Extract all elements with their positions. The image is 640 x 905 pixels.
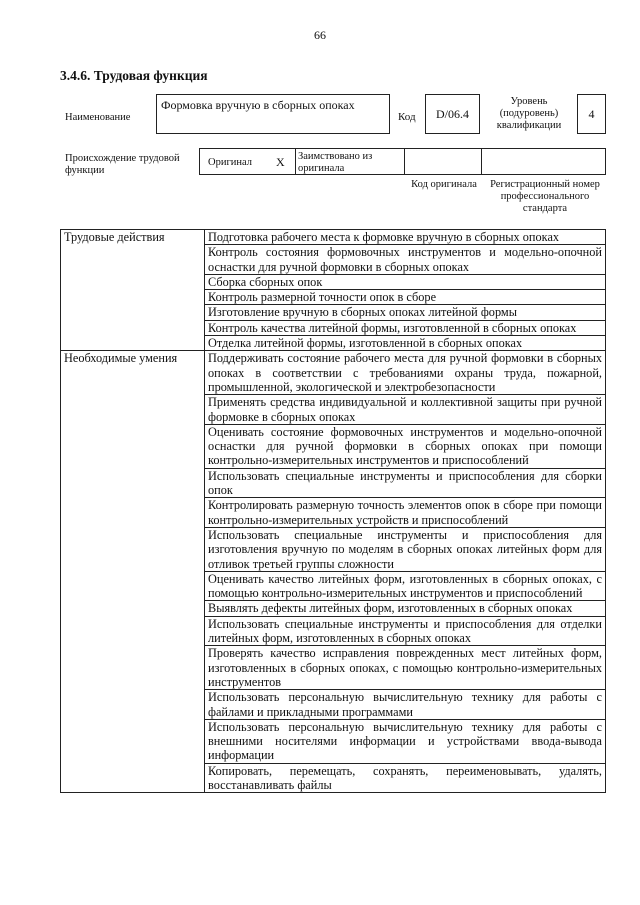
table-cell: Контроль качества литейной формы, изготовленной в сборных опоках <box>205 320 606 335</box>
level-value: 4 <box>588 107 595 121</box>
table-cell: Изготовление вручную в сборных опоках литейной формы <box>205 305 606 320</box>
table-cell: Использовать персональную вычислительную технику для работы с файлами и прикладными программами <box>205 690 606 720</box>
table-cell: Проверять качество исправления поврежденных мест литейных форм, изготовленных в сборных опоках, с помощью контрольно-измерительных инструментов <box>205 646 606 690</box>
section-heading: 3.4.6. Трудовая функция <box>60 68 208 83</box>
function-name: Формовка вручную в сборных опоках <box>161 98 355 112</box>
function-code: D/06.4 <box>436 107 469 121</box>
name-label: Наименование <box>65 112 131 123</box>
code-box <box>425 94 480 134</box>
table-cell: Подготовка рабочего места к формовке вручную в сборных опоках <box>205 230 606 245</box>
table-cell: Использовать специальные инструменты и приспособления для отделки литейных форм, изготовленных в сборных опоках <box>205 616 606 646</box>
table-cell: Отделка литейной формы, изготовленной в сборных опоках <box>205 336 606 351</box>
table-cell: Копировать, перемещать, сохранять, переименовывать, удалять, восстанавливать файлы <box>205 763 606 793</box>
table-cell: Использовать персональную вычислительную технику для работы с внешними носителями информации и устройствами ввода-вывода информации <box>205 719 606 763</box>
page-number: 66 <box>314 28 326 42</box>
level-box <box>577 94 606 134</box>
table-cell: Поддерживать состояние рабочего места для ручной формовки в сборных опоках в соответствии с требованиями охраны труда, пожарной, промышленной, экологической и электробезопасности <box>205 351 606 395</box>
table-cell: Контроль состояния формовочных инструментов и модельно-опочной оснастки для ручной формовки в сборных опоках <box>205 245 606 275</box>
table-cell: Оценивать состояние формовочных инструментов и модельно-опочной оснастки для ручной формовки в сборных опоках при помощи контрольно-измерительных инструментов и приспособлений <box>205 424 606 468</box>
function-table <box>60 229 606 793</box>
grid-divider <box>481 149 482 174</box>
table-row <box>61 230 606 245</box>
borrowed-label: Заимствовано из оригинала <box>298 151 373 174</box>
table-cell: Контроль размерной точности опок в сборе <box>205 290 606 305</box>
reg-number-caption: Регистрационный номер профессионального стандарта <box>490 179 600 214</box>
grid-divider <box>404 149 405 174</box>
code-original-caption: Код оригинала <box>411 179 477 190</box>
function-name-box <box>156 94 390 134</box>
code-label: Код <box>398 111 416 123</box>
origin-grid <box>199 148 606 175</box>
section-label: Трудовые действия <box>61 230 205 351</box>
table-cell: Контролировать размерную точность элементов опок в сборе при помощи контрольно-измерительных устройств и приспособлений <box>205 498 606 528</box>
level-label: Уровень (подуровень) квалификации <box>496 96 562 131</box>
origin-label: Происхождение трудовой функции <box>65 153 180 176</box>
original-label: Оригинал <box>208 157 252 168</box>
grid-divider <box>295 149 296 174</box>
table-cell: Сборка сборных опок <box>205 274 606 289</box>
table-cell: Использовать специальные инструменты и приспособления для изготовления вручную по моделям в сборных опоках литейных форм для отливок третьей группы сложности <box>205 527 606 571</box>
table-cell: Применять средства индивидуальной и коллективной защиты при ручной формовке в сборных опоках <box>205 395 606 425</box>
table-cell: Использовать специальные инструменты и приспособления для сборки опок <box>205 468 606 498</box>
table-cell: Оценивать качество литейных форм, изготовленных в сборных опоках, с помощью контрольно-измерительных инструментов и приспособлений <box>205 571 606 601</box>
table-cell: Выявлять дефекты литейных форм, изготовленных в сборных опоках <box>205 601 606 616</box>
original-mark: X <box>276 155 285 169</box>
table-row <box>61 351 606 395</box>
section-label: Необходимые умения <box>61 351 205 793</box>
